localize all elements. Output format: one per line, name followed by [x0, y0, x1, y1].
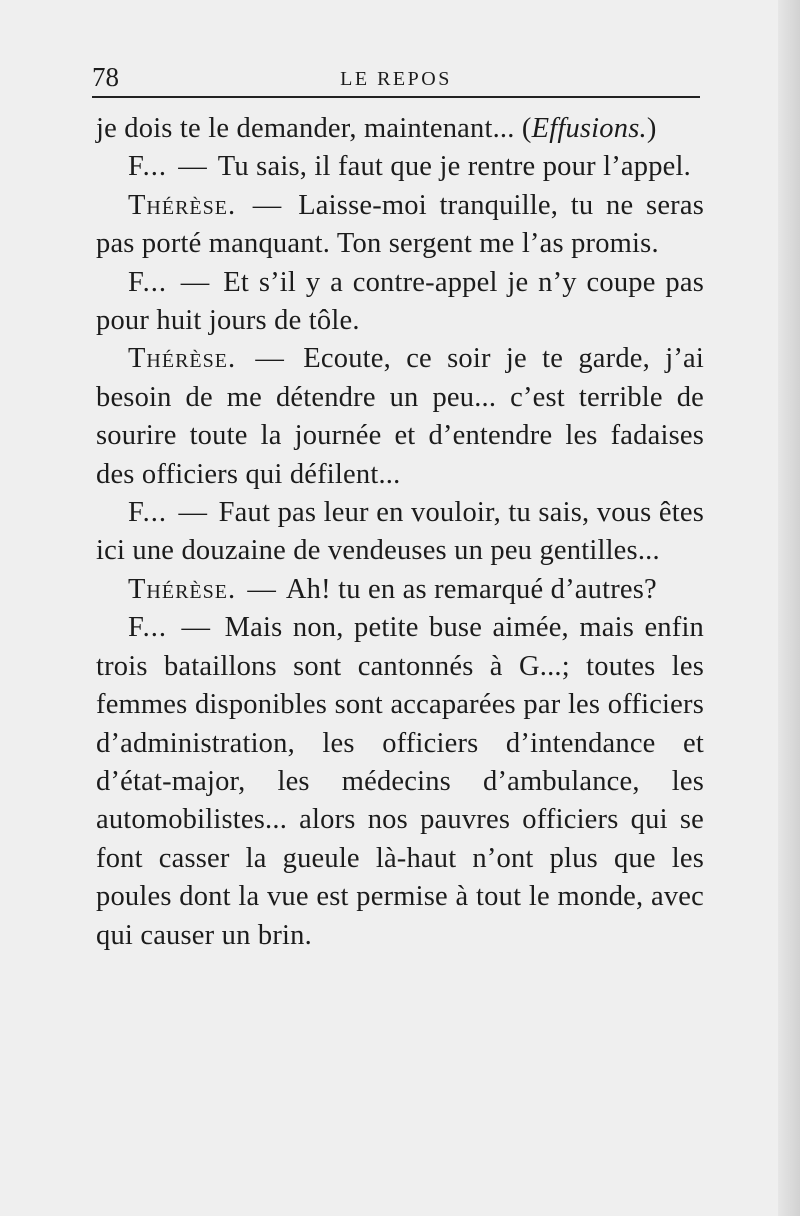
- dialogue-dash: —: [247, 573, 277, 605]
- paragraph-text-closing: ): [646, 113, 657, 144]
- page-body: [96, 110, 704, 955]
- dialogue-line: [96, 340, 704, 494]
- dialogue-line: [96, 609, 704, 955]
- dialogue-dash: —: [180, 266, 210, 298]
- dialogue-dash: —: [255, 343, 285, 375]
- dialogue-line: [96, 571, 704, 609]
- dialogue-text: Et s’il y a contre-appel je n’y coupe pas pour huit jours de tôle.: [96, 266, 704, 337]
- dialogue-dash: —: [178, 497, 208, 529]
- speaker-name: F...: [128, 266, 167, 298]
- paragraph-text: je dois te le demander, maintenant... (: [96, 113, 532, 144]
- dialogue-line: [96, 187, 704, 264]
- dialogue-dash: —: [181, 612, 211, 644]
- dialogue-text: Ecoute, ce soir je te garde, j’ai besoin de me détendre un peu... c’est terrible de sourire toute la journée et d’entendre les fadaises des officiers qui défilent...: [96, 343, 704, 490]
- paragraph-continuation: [96, 110, 704, 148]
- page-number: 78: [92, 62, 119, 92]
- dialogue-text: Tu sais, il faut que je rentre pour l’appel.: [217, 151, 691, 183]
- dialogue-dash: —: [178, 151, 207, 183]
- dialogue-text: Laisse-moi tranquille, tu ne seras pas porté manquant. Ton sergent me l’as promis.: [96, 189, 704, 260]
- page-header: [92, 60, 700, 98]
- dialogue-line: [96, 264, 704, 341]
- speaker-name: Thérèse.: [128, 189, 237, 221]
- dialogue-line: [96, 494, 704, 571]
- speaker-name: F...: [128, 151, 167, 183]
- stage-direction: Effusions.: [531, 113, 647, 144]
- speaker-name: F...: [128, 612, 167, 644]
- page-edge-shadow: [778, 0, 800, 1216]
- dialogue-text: Faut pas leur en vouloir, tu sais, vous êtes ici une douzaine de vendeuses un peu gentilles...: [96, 497, 705, 567]
- dialogue-text: Mais non, petite buse aimée, mais enfin trois bataillons sont cantonnés à G...; toutes les femmes disponibles sont accaparées par les officiers d’administration, les officiers d’intendance et d’état-major, les médecins d’ambulance, les automobilistes... alors nos pauvres officiers qui se font casser la gueule là-haut n’ont plus que les poules dont la vue est permise à tout le monde, avec qui causer un brin.: [96, 612, 705, 951]
- speaker-name: F...: [128, 497, 167, 529]
- speaker-name: Thérèse.: [128, 343, 237, 375]
- running-title: LE REPOS: [340, 68, 452, 90]
- speaker-name: Thérèse.: [128, 573, 237, 605]
- dialogue-line: [96, 148, 704, 186]
- dialogue-text: Ah! tu en as remarqué d’autres?: [285, 573, 657, 605]
- dialogue-dash: —: [252, 189, 282, 221]
